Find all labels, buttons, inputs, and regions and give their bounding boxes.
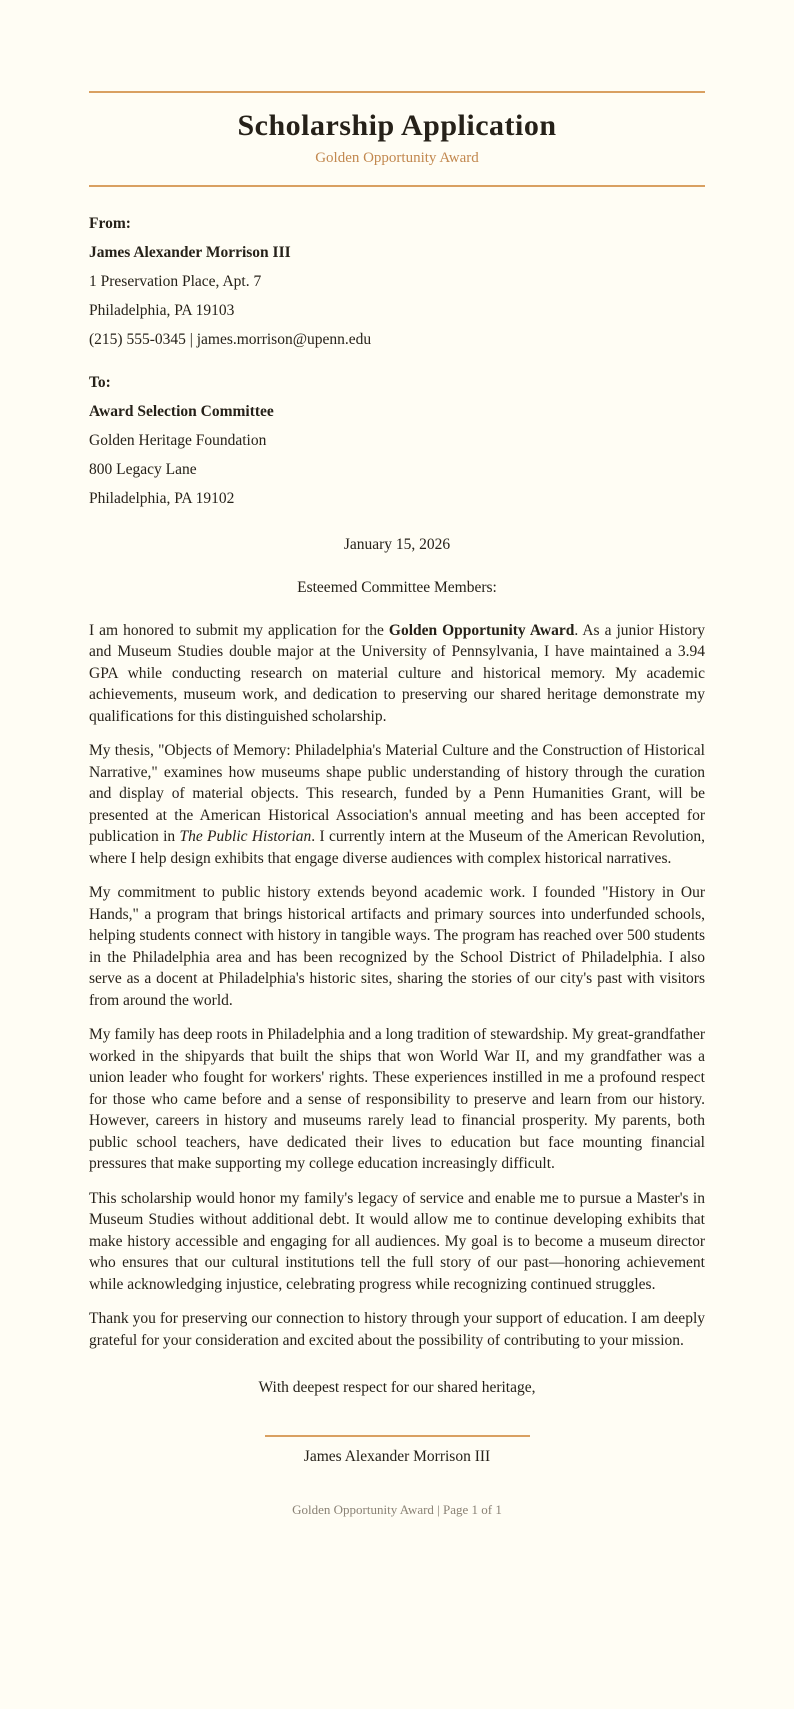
signature-line (265, 1435, 530, 1437)
recipient-org: Golden Heritage Foundation (89, 431, 267, 449)
header-divider (89, 185, 705, 187)
recipient-name: Award Selection Committee (89, 402, 274, 420)
page-footer: Golden Opportunity Award | Page 1 of 1 (292, 1502, 502, 1517)
award-subtitle: Golden Opportunity Award (315, 150, 479, 166)
signature-name: James Alexander Morrison III (303, 1447, 491, 1465)
from-address-block (89, 213, 705, 358)
salutation: Esteemed Committee Members: (297, 579, 497, 596)
sender-name: James Alexander Morrison III (89, 243, 291, 261)
sender-contact: (215) 555-0345 | james.morrison@upenn.edu (89, 330, 372, 348)
page-title: Scholarship Application (237, 109, 557, 142)
sender-address-line-2: Philadelphia, PA 19103 (89, 301, 235, 319)
letter-paragraph-1: I am honored to submit my application for the Golden Opportunity Award. As a junior History and Museum Studies double major at the University of Pennsylvania, I have maintained a 3.94 GPA while conducting research on material culture and historical memory. My academic achievements, museum work, and dedication to preserving our shared heritage demonstrate my qualifications for this distinguished scholarship. (89, 621, 706, 725)
letter-paragraph-3: My commitment to public history extends beyond academic work. I founded "History in Our Hands," a program that brings historical artifacts and primary sources into underfunded schools, helping students connect with history in tangible ways. The program has reached over 500 students in the Philadelphia area and has been recognized by the School District of Philadelphia. I also serve as a docent at Philadelphia's historic sites, sharing the stories of our city's past with visitors from around the world. (89, 884, 705, 1009)
sender-address-line-1: 1 Preservation Place, Apt. 7 (89, 272, 262, 290)
recipient-address-line-2: Philadelphia, PA 19102 (89, 489, 235, 507)
closing-line: With deepest respect for our shared heritage, (258, 1379, 536, 1396)
letter-paragraph-2: My thesis, "Objects of Memory: Philadelphia's Material Culture and the Construction of Historical Narrative," examines how museums shape public understanding of history through the curation and display of material objects. This research, funded by a Penn Humanities Grant, will be presented at the American Historical Association's annual meeting and has been accepted for publication in The Public Historian. I currently intern at the Museum of the American Revolution, where I help design exhibits that engage diverse audiences with complex historical narratives. (89, 742, 705, 867)
letter-paragraph-6: Thank you for preserving our connection to history through your support of education. I am deeply grateful for your consideration and excited about the possibility of contributing to your mission. (89, 1310, 705, 1349)
recipient-address-line-1: 800 Legacy Lane (89, 460, 197, 478)
top-divider (89, 91, 705, 93)
letter-paragraph-4: My family has deep roots in Philadelphia and a long tradition of stewardship. My great-grandfather worked in the shipyards that built the ships that won World War II, and my grandfather was a union leader who fought for workers' rights. These experiences instilled in me a profound respect for those who came before and a sense of responsibility to preserve and learn from our history. However, careers in history and museums rarely lead to financial prosperity. My parents, both public school teachers, have dedicated their lives to education but face mounting financial pressures that make supporting my college education increasingly difficult. (89, 1026, 705, 1172)
from-label: From: (89, 214, 131, 232)
to-label: To: (89, 373, 111, 391)
letter-paragraph-5: This scholarship would honor my family's legacy of service and enable me to pursue a Master's in Museum Studies without additional debt. It would allow me to continue developing exhibits that make history accessible and engaging for all audiences. My goal is to become a museum director who ensures that our cultural institutions tell the full story of our past—honoring achievement while acknowledging injustice, celebrating progress while recognizing continued struggles. (89, 1189, 705, 1293)
to-address-block (89, 372, 705, 517)
letter-date: January 15, 2026 (343, 535, 451, 553)
